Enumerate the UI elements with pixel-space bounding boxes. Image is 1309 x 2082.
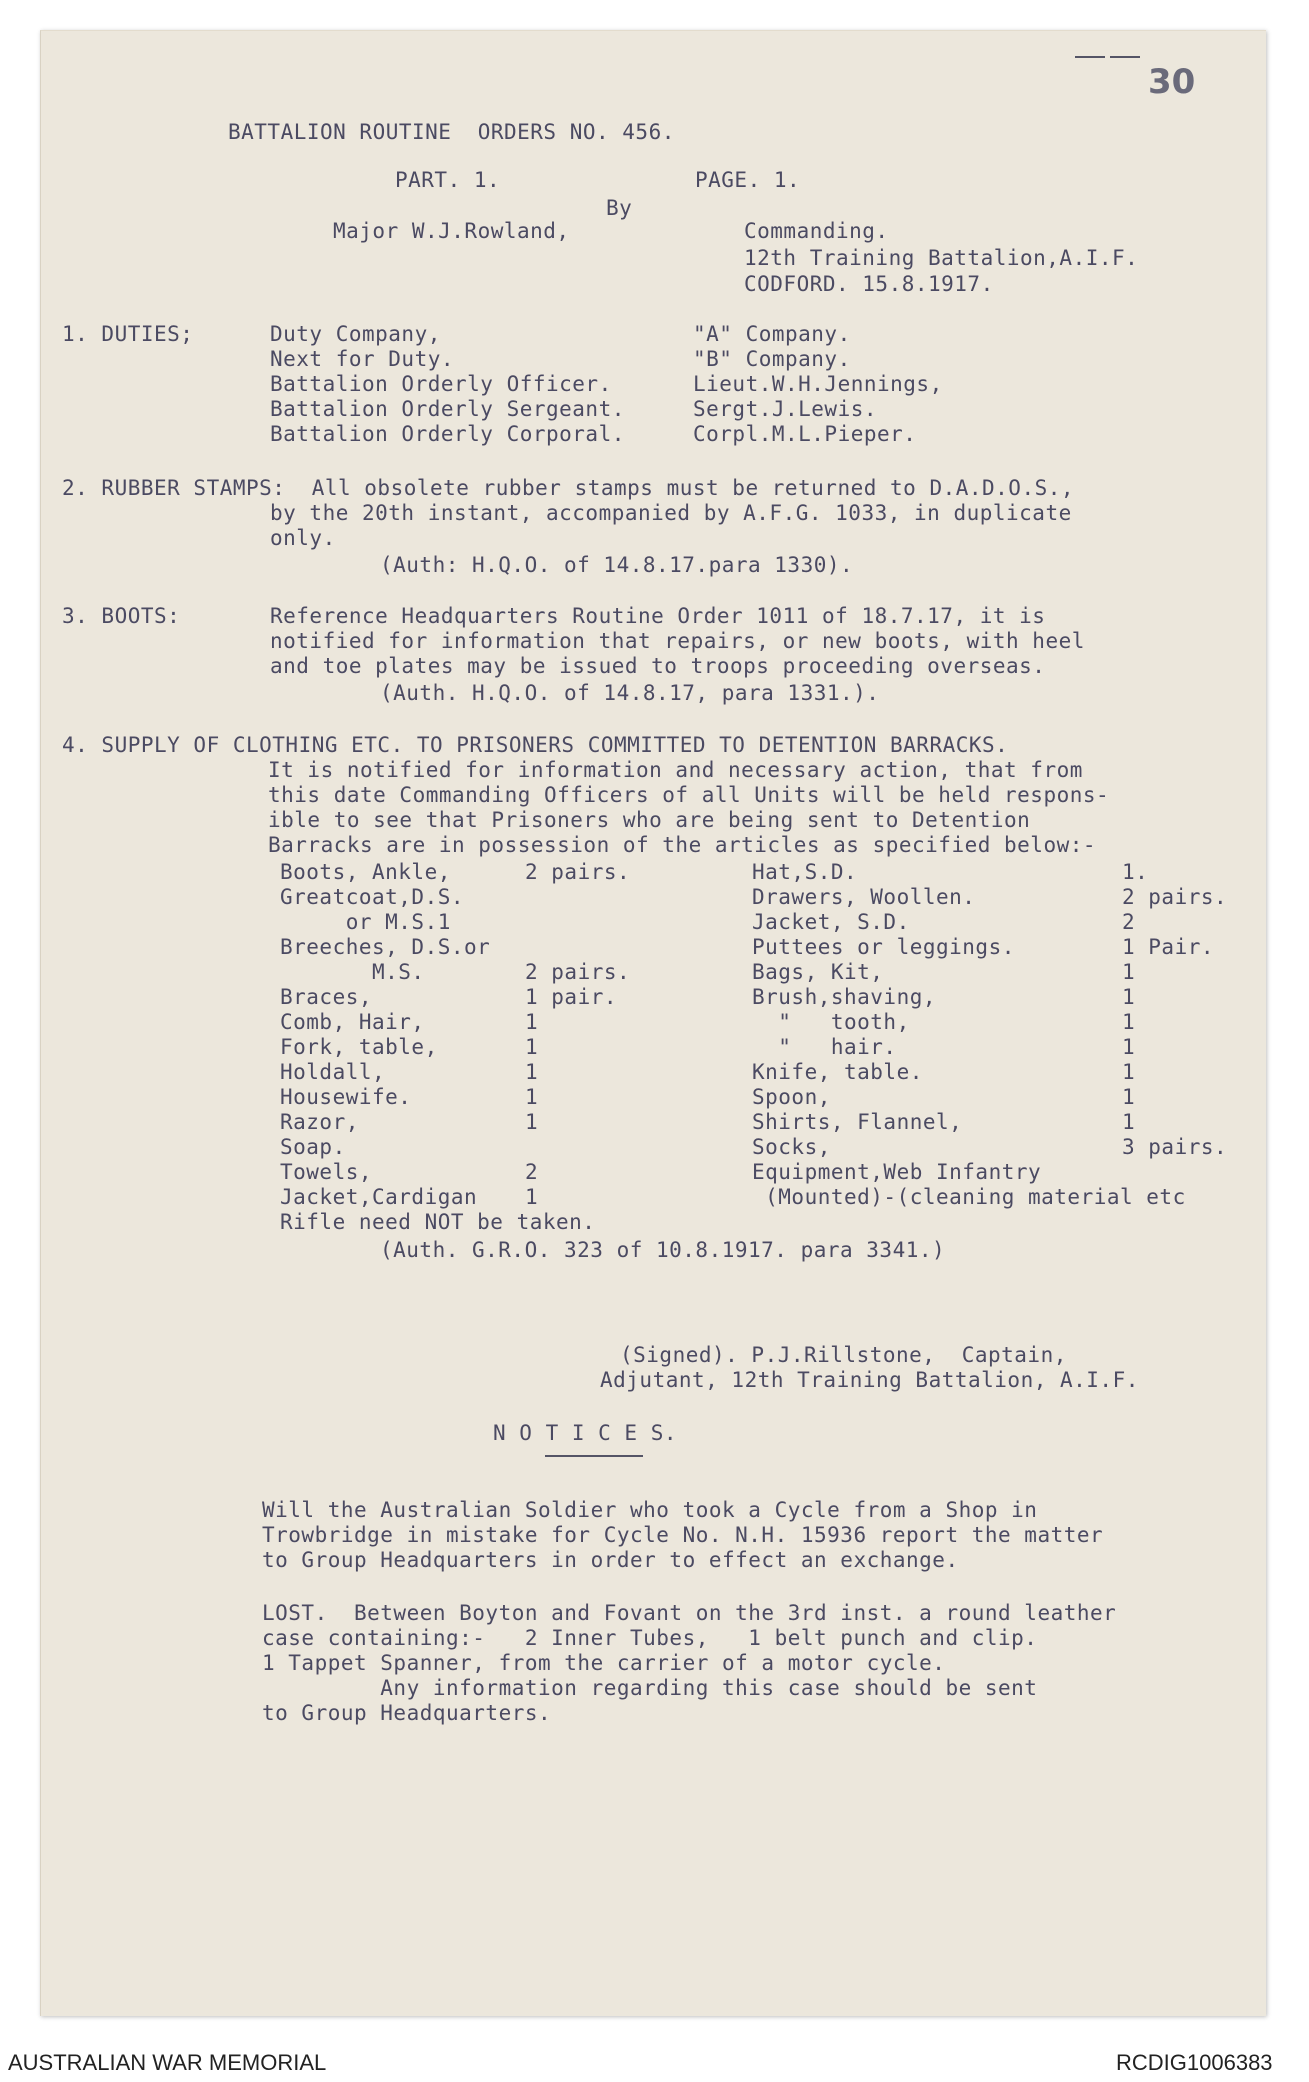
notice-lost-text: 1 Tappet Spanner, from the carrier of a motor cycle. xyxy=(262,1651,946,1675)
article-name: Holdall, xyxy=(280,1060,386,1084)
article-qty: 1 xyxy=(1122,1010,1136,1034)
rubber-stamps-text: 2. RUBBER STAMPS: All obsolete rubber stamps must be returned to D.A.D.O.S., xyxy=(62,476,1075,500)
duty-label: Battalion Orderly Officer. xyxy=(270,372,612,396)
notice-lost-text: LOST. Between Boyton and Fovant on the 3rd inst. a round leather xyxy=(262,1601,1117,1625)
article-qty: 2 pairs. xyxy=(525,860,631,884)
signature-line: (Signed). P.J.Rillstone, Captain, xyxy=(620,1343,1067,1367)
article-name: Puttees or leggings. xyxy=(752,935,1015,959)
commanding-officer: Major W.J.Rowland, xyxy=(333,219,570,243)
article-name: Spoon, xyxy=(752,1085,831,1109)
duty-value: "A" Company. xyxy=(693,322,851,346)
article-qty: 2 pairs. xyxy=(525,960,631,984)
article-qty: 1 xyxy=(525,1085,539,1109)
rifle-note: Rifle need NOT be taken. xyxy=(280,1210,596,1234)
article-qty: 1 xyxy=(525,1110,539,1134)
article-qty: 1 pair. xyxy=(525,985,618,1009)
article-name: M.S. xyxy=(280,960,425,984)
article-name: Housewife. xyxy=(280,1085,412,1109)
article-qty: 1 xyxy=(525,1010,539,1034)
notice-cycle-text: Will the Australian Soldier who took a Cycle from a Shop in xyxy=(262,1498,1038,1522)
article-qty: 1 xyxy=(525,1060,539,1084)
article-qty: 1 xyxy=(1122,1060,1136,1084)
duty-label: Next for Duty. xyxy=(270,347,455,371)
signature-line: Adjutant, 12th Training Battalion, A.I.F. xyxy=(600,1368,1139,1392)
notice-lost-text: to Group Headquarters. xyxy=(262,1701,552,1725)
article-name: Drawers, Woollen. xyxy=(752,885,976,909)
article-name: Comb, Hair, xyxy=(280,1010,425,1034)
article-qty: 1 Pair. xyxy=(1122,935,1215,959)
clothing-text: this date Commanding Officers of all Units will be held respons- xyxy=(268,783,1110,807)
clothing-text: Barracks are in possession of the articles as specified below:- xyxy=(268,833,1097,857)
heading-underline xyxy=(545,1455,643,1457)
order-title: BATTALION ROUTINE ORDERS NO. 456. xyxy=(228,120,675,144)
rubber-stamps-auth: (Auth: H.Q.O. of 14.8.17.para 1330). xyxy=(380,553,854,577)
article-name: Towels, xyxy=(280,1160,373,1184)
article-qty: 1 xyxy=(1122,985,1136,1009)
page-label: PAGE. 1. xyxy=(695,168,801,192)
duties-heading: 1. DUTIES; xyxy=(62,322,194,346)
article-name: Soap. xyxy=(280,1135,346,1159)
archive-label: AUSTRALIAN WAR MEMORIAL xyxy=(8,2050,327,2075)
article-qty: 1 xyxy=(525,1035,539,1059)
boots-text: and toe plates may be issued to troops proceeding overseas. xyxy=(270,654,1046,678)
duty-label: Battalion Orderly Sergeant. xyxy=(270,397,625,421)
article-name: Fork, table, xyxy=(280,1035,438,1059)
article-qty: 1 xyxy=(1122,960,1136,984)
decorative-dash xyxy=(1075,56,1105,58)
boots-heading: 3. BOOTS: xyxy=(62,604,181,628)
article-qty: 3 pairs. xyxy=(1122,1135,1228,1159)
duty-value: "B" Company. xyxy=(693,347,851,371)
notice-lost-text: case containing:- 2 Inner Tubes, 1 belt punch and clip. xyxy=(262,1626,1038,1650)
article-name: " tooth, xyxy=(752,1010,910,1034)
rubber-stamps-text: only. xyxy=(270,526,336,550)
article-name: or M.S.1 xyxy=(280,910,451,934)
boots-text: notified for information that repairs, or new boots, with heel xyxy=(270,629,1085,653)
article-name: Equipment,Web Infantry xyxy=(752,1160,1042,1184)
by-label: By xyxy=(606,196,633,220)
article-qty: 1 xyxy=(1122,1085,1136,1109)
part-label: PART. 1. xyxy=(395,168,501,192)
boots-text: Reference Headquarters Routine Order 1011 of 18.7.17, it is xyxy=(270,604,1046,628)
article-name: Braces, xyxy=(280,985,373,1009)
article-name: Razor, xyxy=(280,1110,359,1134)
article-name: Socks, xyxy=(752,1135,831,1159)
article-qty: 2 pairs. xyxy=(1122,885,1228,909)
unit-name: 12th Training Battalion,A.I.F. xyxy=(744,246,1139,270)
clothing-heading: 4. SUPPLY OF CLOTHING ETC. TO PRISONERS COMMITTED TO DETENTION BARRACKS. xyxy=(62,733,1009,757)
rubber-stamps-text: by the 20th instant, accompanied by A.F.G. 1033, in duplicate xyxy=(270,501,1072,525)
clothing-auth: (Auth. G.R.O. 323 of 10.8.1917. para 3341.) xyxy=(380,1238,946,1262)
article-name: Breeches, D.S.or xyxy=(280,935,491,959)
article-qty: 1 xyxy=(525,1185,539,1209)
article-name: Shirts, Flannel, xyxy=(752,1110,963,1134)
duty-label: Duty Company, xyxy=(270,322,441,346)
article-name: Greatcoat,D.S. xyxy=(280,885,465,909)
article-qty: 2 xyxy=(525,1160,539,1184)
article-name: Brush,shaving, xyxy=(752,985,937,1009)
article-qty: 2 xyxy=(1122,910,1136,934)
clothing-text: It is notified for information and necessary action, that from xyxy=(268,758,1083,782)
boots-auth: (Auth. H.Q.O. of 14.8.17, para 1331.). xyxy=(380,681,880,705)
duty-value: Sergt.J.Lewis. xyxy=(693,397,878,421)
article-qty: 1 xyxy=(1122,1035,1136,1059)
article-name: Jacket, S.D. xyxy=(752,910,910,934)
article-name: Bags, Kit, xyxy=(752,960,884,984)
notice-cycle-text: to Group Headquarters in order to effect an exchange. xyxy=(262,1548,959,1572)
notice-lost-text: Any information regarding this case should be sent xyxy=(262,1676,1038,1700)
page-number: 30 xyxy=(1148,62,1196,102)
duty-label: Battalion Orderly Corporal. xyxy=(270,422,625,446)
notices-heading: N O T I C E S. xyxy=(493,1421,678,1445)
notice-cycle-text: Trowbridge in mistake for Cycle No. N.H. 15936 report the matter xyxy=(262,1523,1104,1547)
article-name: " hair. xyxy=(752,1035,897,1059)
article-qty: 1 xyxy=(1122,1110,1136,1134)
commanding-role: Commanding. xyxy=(744,219,889,243)
article-qty: 1. xyxy=(1122,860,1149,884)
place-date: CODFORD. 15.8.1917. xyxy=(744,272,994,296)
duty-value: Corpl.M.L.Pieper. xyxy=(693,422,917,446)
article-name: Boots, Ankle, xyxy=(280,860,451,884)
document-page xyxy=(40,30,1266,2016)
article-name: Knife, table. xyxy=(752,1060,923,1084)
article-name: Jacket,Cardigan xyxy=(280,1185,478,1209)
duty-value: Lieut.W.H.Jennings, xyxy=(693,372,943,396)
article-name: Hat,S.D. xyxy=(752,860,858,884)
clothing-text: ible to see that Prisoners who are being sent to Detention xyxy=(268,808,1031,832)
article-name: (Mounted)-(cleaning material etc xyxy=(752,1185,1186,1209)
decorative-dash xyxy=(1110,56,1140,58)
archive-reference: RCDIG1006383 xyxy=(1116,2050,1273,2075)
